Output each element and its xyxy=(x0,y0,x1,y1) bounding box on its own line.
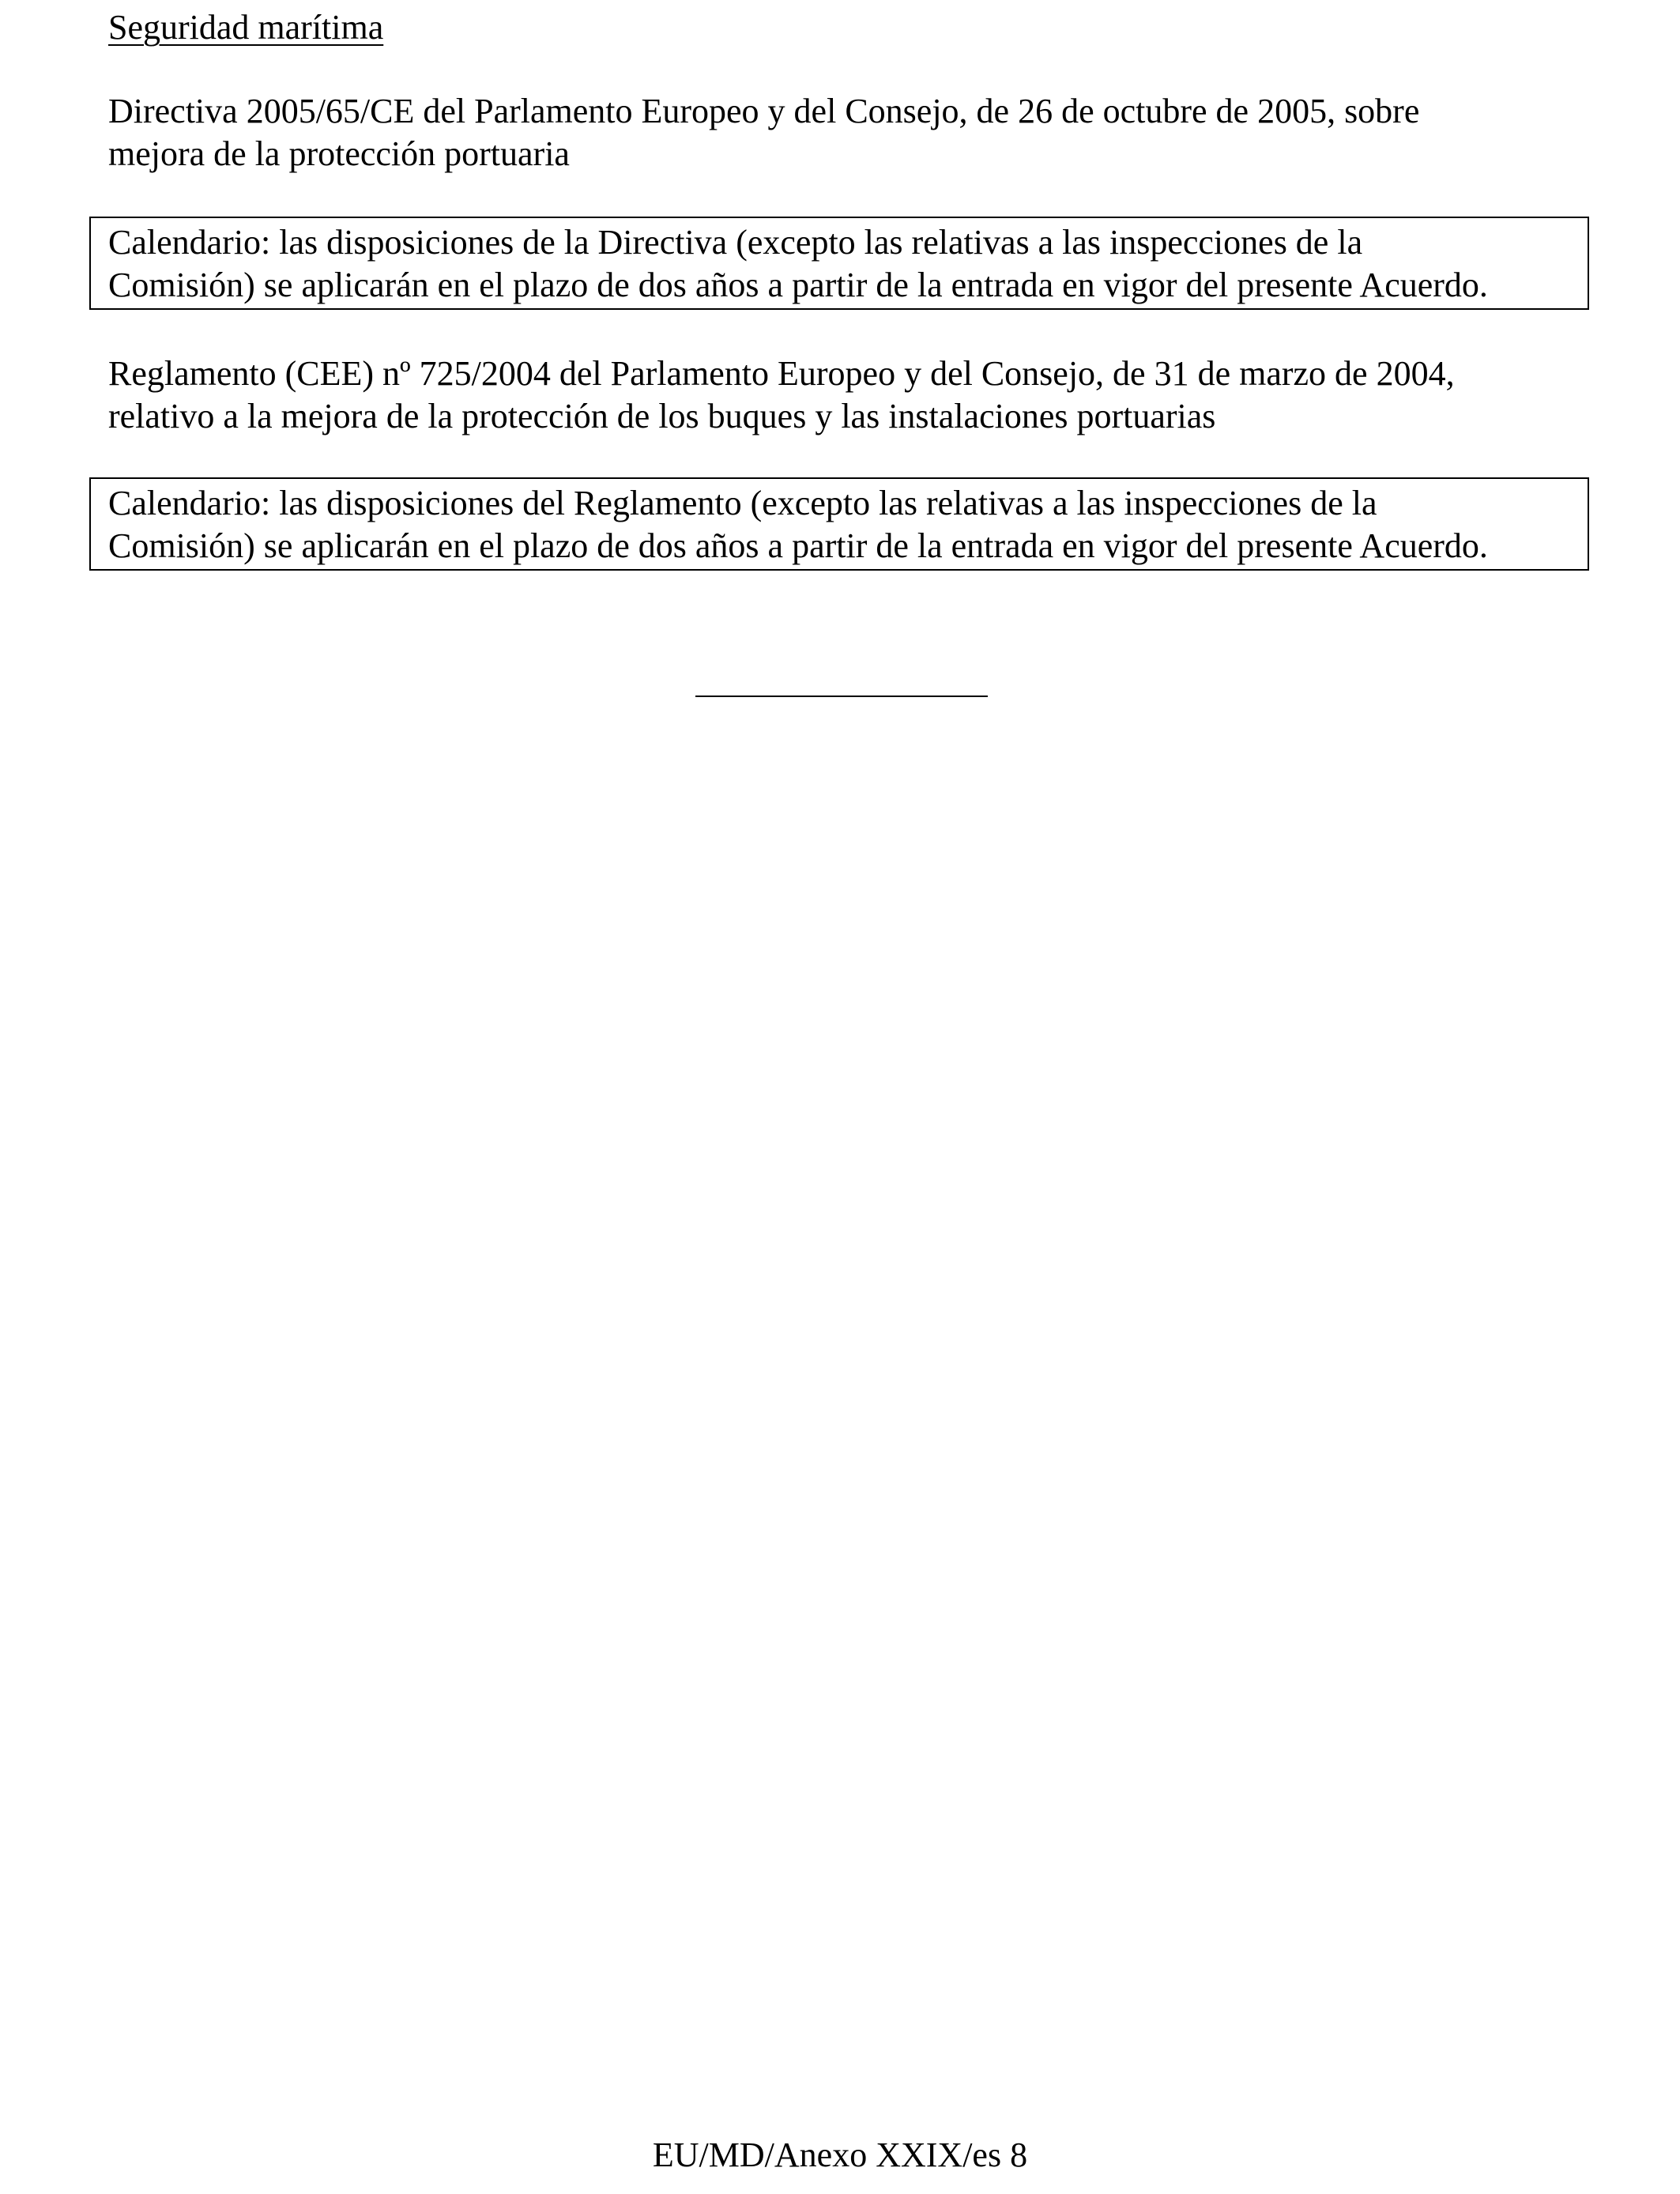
directive-calendar-line-1: Calendario: las disposiciones de la Directiva (excepto las relativas a las inspecciones de la xyxy=(108,223,1363,262)
directive-calendar-line-2: Comisión) se aplicarán en el plazo de dos años a partir de la entrada en vigor del presente Acuerdo. xyxy=(108,266,1488,304)
end-separator-line xyxy=(695,696,988,697)
directive-title-line-1: Directiva 2005/65/CE del Parlamento Europeo y del Consejo, de 26 de octubre de 2005, sobre xyxy=(108,92,1420,130)
page-footer-reference: EU/MD/Anexo XXIX/es 8 xyxy=(652,2136,1028,2174)
regulation-calendar-line-1: Calendario: las disposiciones del Reglamento (excepto las relativas a las inspecciones de la xyxy=(108,484,1377,522)
regulation-title-line-2: relativo a la mejora de la protección de los buques y las instalaciones portuarias xyxy=(108,397,1216,435)
regulation-calendar-box xyxy=(89,477,1589,571)
section-heading: Seguridad marítima xyxy=(108,8,384,47)
directive-calendar-box xyxy=(89,217,1589,310)
regulation-calendar-line-2: Comisión) se aplicarán en el plazo de dos años a partir de la entrada en vigor del presente Acuerdo. xyxy=(108,526,1488,565)
regulation-title xyxy=(108,352,1455,438)
directive-title-line-2: mejora de la protección portuaria xyxy=(108,134,570,173)
directive-title xyxy=(108,90,1419,175)
regulation-title-line-1: Reglamento (CEE) nº 725/2004 del Parlamento Europeo y del Consejo, de 31 de marzo de 2004, xyxy=(108,354,1455,393)
